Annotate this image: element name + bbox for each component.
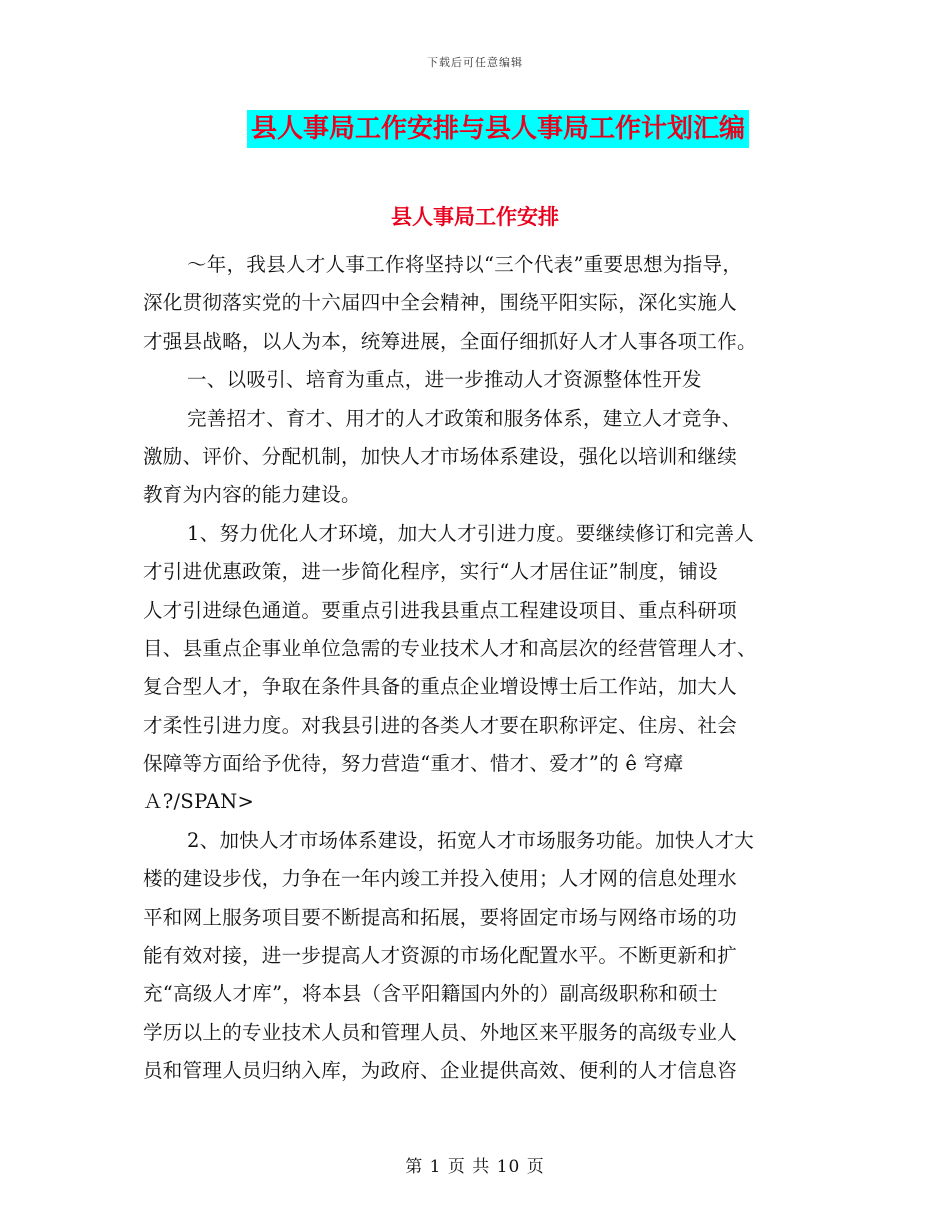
text-line: 保障等方面给予优待，努力营造“重才、惜才、爱才”的 ê 穹瘴 <box>143 752 684 776</box>
section-heading: 一、以吸引、培育为重点，进一步推动人才资源整体性开发 <box>187 368 702 392</box>
text-line: 员和管理人员归纳入库，为政府、企业提供高效、便利的人才信息咨 <box>143 1059 738 1083</box>
text-line: 教育为内容的能力建设。 <box>143 483 361 507</box>
text-line: 人才引进绿色通道。要重点引进我县重点工程建设项目、重点科研项 <box>143 598 738 622</box>
main-title-wrap <box>0 110 950 148</box>
text-line: ～年，我县人才人事工作将坚持以“三个代表”重要思想为指导， <box>187 253 743 276</box>
section-title: 县人事局工作安排 <box>391 204 559 229</box>
body-text <box>143 246 808 1091</box>
page-footer: 第 1 页 共 10 页 <box>405 1157 545 1177</box>
text-line: 深化贯彻落实党的十六届四中全会精神，围绕平阳实际，深化实施人 <box>143 291 738 315</box>
text-line: 充“高级人才库”，将本县（含平阳籍国内外的）副高级职称和硕士 <box>143 982 718 1006</box>
text-line: 楼的建设步伐，力争在一年内竣工并投入使用；人才网的信息处理水 <box>143 867 738 891</box>
text-line: 能有效对接，进一步提高人才资源的市场化配置水平。不断更新和扩 <box>143 944 738 968</box>
text-line: 1、努力优化人才环境，加大人才引进力度。要继续修订和完善人 <box>187 521 755 545</box>
text-line: 平和网上服务项目要不断提高和拓展，要将固定市场与网络市场的功 <box>143 905 738 929</box>
text-line: 2、加快人才市场体系建设，拓宽人才市场服务功能。加快人才大 <box>187 828 755 852</box>
text-line: 完善招才、育才、用才的人才政策和服务体系，建立人才竞争、 <box>187 406 742 430</box>
text-line: 才强县战略，以人为本，统筹进展，全面仔细抓好人才人事各项工作。 <box>143 329 757 353</box>
text-line: Ａ?/SPAN> <box>143 790 255 814</box>
text-line: 激励、评价、分配机制，加快人才市场体系建设，强化以培训和继续 <box>143 444 738 468</box>
header-note: 下载后可任意编辑 <box>427 56 523 69</box>
text-line: 复合型人才，争取在条件具备的重点企业增设博士后工作站，加大人 <box>143 675 738 699</box>
text-line: 学历以上的专业技术人员和管理人员、外地区来平服务的高级专业人 <box>143 1020 738 1044</box>
text-line: 才引进优惠政策，进一步简化程序，实行“人才居住证”制度，铺设 <box>143 560 718 584</box>
text-line: 才柔性引进力度。对我县引进的各类人才要在职称评定、住房、社会 <box>143 713 738 737</box>
main-title: 县人事局工作安排与县人事局工作计划汇编 <box>247 110 749 148</box>
text-line: 目、县重点企事业单位急需的专业技术人才和高层次的经营管理人才、 <box>143 636 757 660</box>
